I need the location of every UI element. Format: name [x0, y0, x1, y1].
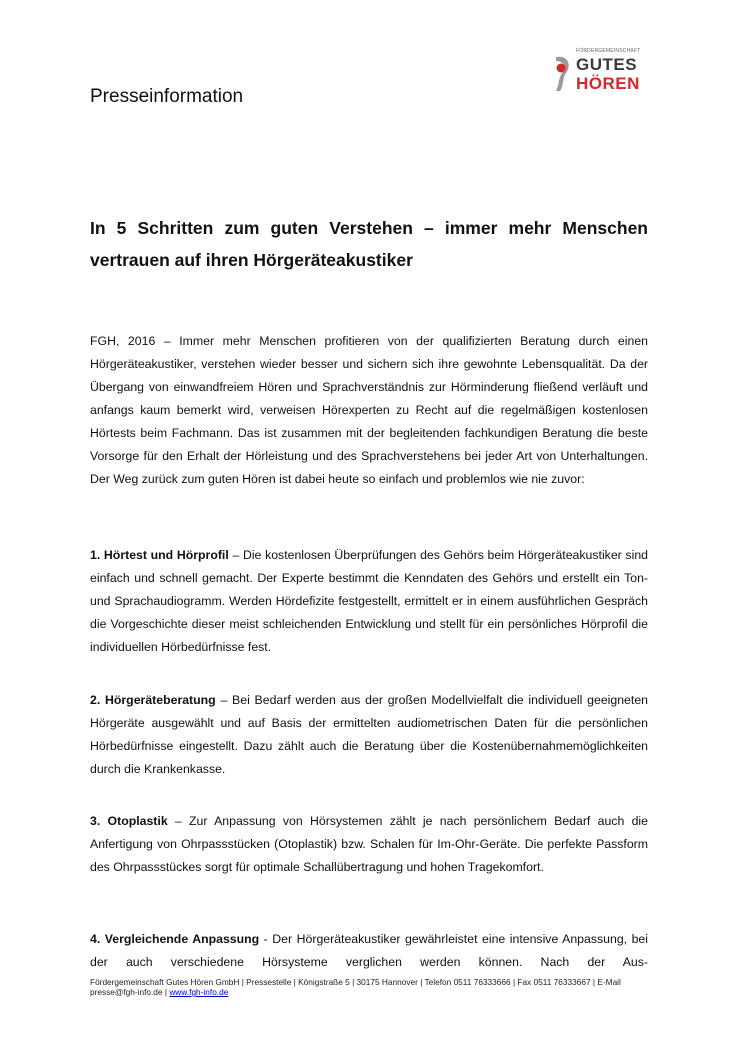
intro-paragraph: FGH, 2016 – Immer mehr Menschen profitieren von der qualifizierten Beratung durch einen Hörgeräteakustiker, verstehen wieder besser und sichern sich ihre gewohnte Lebensqualität. Da der Übergang von einwandfreiem Hören und Sprachverständnis zur Hörminderung fließend verläuft und anfangs kaum bemerkt wird, verweisen Hörexperten zu Recht auf die regelmäßigen kostenlosen Hörtests beim Fachmann. Das ist zusammen mit der begleitenden fachkundigen Beratung die beste Vorsorge für den Erhalt der Hörleistung und des Sprachverstehens bei jeder Art von Unterhaltungen. Der Weg zurück zum guten Hören ist dabei heute so einfach und problemlos wie nie zuvor: — [90, 334, 648, 486]
step-3-text: – Zur Anpassung von Hörsystemen zählt je nach persönlichem Bedarf auch die Anfertigung von Ohrpassstücken (Otoplastik) bzw. Schalen für Im-Ohr-Geräte. Die perfekte Passform des Ohrpassstückes sorgt für optimale Schallübertragung und hohen Tragekomfort. — [90, 814, 648, 874]
page-header-title: Presseinformation — [90, 86, 244, 107]
step-3-label: 3. Otoplastik — [90, 814, 168, 828]
step-2-label: 2. Hörgeräteberatung — [90, 693, 216, 707]
logo-line2: HÖREN — [576, 74, 640, 93]
step-1-label: 1. Hörtest und Hörprofil — [90, 548, 229, 562]
logo-top-text: FÖRDERGEMEINSCHAFT — [576, 48, 641, 54]
press-headline: In 5 Schritten zum guten Verstehen – immer mehr Menschen vertrauen auf ihren Hörgeräteakustiker — [90, 218, 648, 270]
page-footer — [90, 977, 650, 997]
step-1-paragraph — [90, 544, 648, 659]
step-1-text: – Die kostenlosen Überprüfungen des Gehörs beim Hörgeräteakustiker sind einfach und schnell gemacht. Der Experte bestimmt die Kenndaten des Gehörs und erstellt ein Ton- und Sprachaudiogramm. Werden Hördefizite festgestellt, ermittelt er in einem ausführlichen Gespräch die Vorgeschichte dieser meist schleichenden Entwicklung und stellt für ein persönliches Hörprofil die individuellen Hörbedürfnisse fest. — [90, 548, 648, 654]
step-4-text: - Der Hörgeräteakustiker gewährleistet eine intensive Anpassung, bei der auch verschiedene Hörsysteme verglichen werden können. Nach der Aus- — [90, 932, 649, 969]
footer-website-link[interactable]: www.fgh-info.de — [169, 987, 229, 997]
footer-contact-text: Fördergemeinschaft Gutes Hören GmbH | Pressestelle | Königstraße 5 | 30175 Hannover | Telefon 0511 76333666 | Fax 0511 76333667 | E-Mail presse@fgh-info.de | — [90, 977, 621, 997]
logo-line1: GUTES — [576, 55, 638, 74]
step-3-paragraph — [90, 810, 648, 879]
step-4-paragraph — [90, 928, 648, 974]
ear-logo-icon — [552, 53, 574, 93]
brand-logo — [552, 47, 648, 99]
step-4-label: 4. Vergleichende Anpassung — [90, 932, 260, 946]
step-2-text: – Bei Bedarf werden aus der großen Modellvielfalt die individuell geeigneten Hörgeräte ausgewählt und auf Basis der ermittelten audiometrischen Daten für die persönlichen Hörbedürfnisse eingestellt. Dazu zählt auch die Beratung über die Kostenübernahmemöglichkeiten durch die Krankenkasse. — [90, 693, 648, 776]
step-2-paragraph — [90, 689, 648, 781]
